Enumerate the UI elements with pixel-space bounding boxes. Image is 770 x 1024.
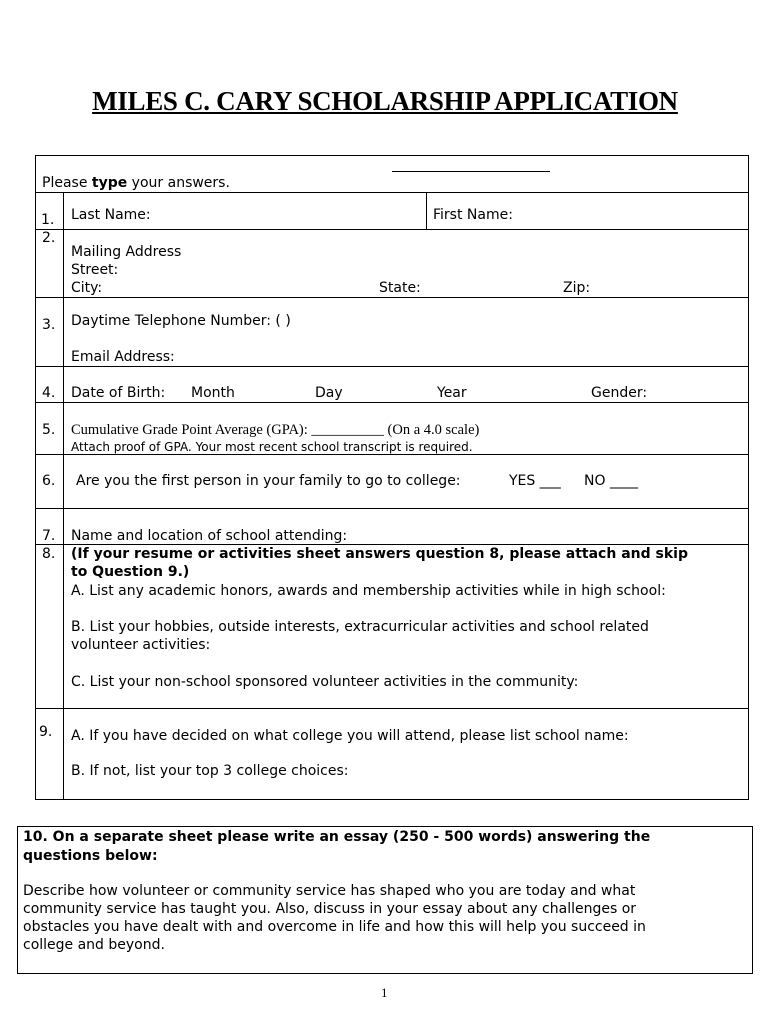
q10-body-line4: college and beyond. [23, 937, 165, 953]
q8-note-line2: to Question 9.) [71, 564, 190, 580]
q7-number: 7. [42, 528, 56, 544]
row-divider [35, 229, 749, 230]
q9-part-b: B. If not, list your top 3 college choices: [71, 763, 349, 779]
row-divider [35, 192, 749, 193]
row-divider [35, 508, 749, 509]
q4-number: 4. [42, 385, 56, 401]
street-field[interactable]: Street: [71, 262, 119, 278]
q10-heading-line1: 10. On a separate sheet please write an essay (250 - 500 words) answering the [23, 829, 651, 845]
header-blank-line [392, 171, 550, 172]
gpa-note: Attach proof of GPA. Your most recent school transcript is required. [71, 440, 473, 454]
dob-month-field[interactable]: Month [191, 385, 235, 401]
q10-body-line2: community service has taught you. Also, discuss in your essay about any challenges or [23, 901, 637, 917]
state-field[interactable]: State: [379, 280, 421, 296]
q6-number: 6. [42, 473, 56, 489]
gpa-field[interactable]: Cumulative Grade Point Average (GPA): __________ (On a 4.0 scale) [71, 422, 480, 438]
telephone-field[interactable]: Daytime Telephone Number: ( ) [71, 313, 291, 329]
page-number: 1 [381, 985, 388, 1000]
q8-part-b-line1: B. List your hobbies, outside interests, extracurricular activities and school related [71, 619, 649, 635]
instructions: Please type your answers. [42, 175, 230, 191]
first-generation-yes[interactable]: YES ___ [509, 473, 561, 489]
school-attending-field[interactable]: Name and location of school attending: [71, 528, 348, 544]
q8-part-b-line2: volunteer activities: [71, 637, 211, 653]
zip-field[interactable]: Zip: [563, 280, 591, 296]
row-divider [35, 708, 749, 709]
q9-number: 9. [39, 724, 53, 740]
row-divider [35, 402, 749, 403]
q8-part-c: C. List your non-school sponsored volunteer activities in the community: [71, 674, 579, 690]
q1-number: 1. [41, 212, 55, 228]
q3-number: 3. [42, 317, 56, 333]
q5-number: 5. [42, 422, 56, 438]
page-title: MILES C. CARY SCHOLARSHIP APPLICATION [92, 86, 678, 116]
city-field[interactable]: City: [71, 280, 103, 296]
email-field[interactable]: Email Address: [71, 349, 175, 365]
row-divider [35, 366, 749, 367]
number-column-divider [63, 192, 64, 800]
row-divider [35, 297, 749, 298]
q8-note-line1: (If your resume or activities sheet answers question 8, please attach and skip [71, 546, 688, 562]
date-of-birth-label: Date of Birth: [71, 385, 166, 401]
first-generation-no[interactable]: NO ____ [584, 473, 638, 489]
q8-part-a: A. List any academic honors, awards and membership activities while in high school: [71, 583, 666, 599]
gender-field[interactable]: Gender: [591, 385, 648, 401]
name-cell-divider [426, 192, 427, 229]
first-generation-question: Are you the first person in your family to go to college: [76, 473, 461, 489]
first-name-field[interactable]: First Name: [433, 207, 513, 223]
q8-number: 8. [42, 546, 56, 562]
q10-heading-line2: questions below: [23, 848, 158, 864]
q10-body-line1: Describe how volunteer or community service has shaped who you are today and what [23, 883, 636, 899]
mailing-address-heading: Mailing Address [71, 244, 182, 260]
last-name-field[interactable]: Last Name: [71, 207, 151, 223]
dob-day-field[interactable]: Day [315, 385, 343, 401]
q2-number: 2. [42, 230, 56, 246]
dob-year-field[interactable]: Year [437, 385, 467, 401]
q9-part-a: A. If you have decided on what college you will attend, please list school name: [71, 728, 629, 744]
q10-body-line3: obstacles you have dealt with and overcome in life and how this will help you succeed in [23, 919, 646, 935]
